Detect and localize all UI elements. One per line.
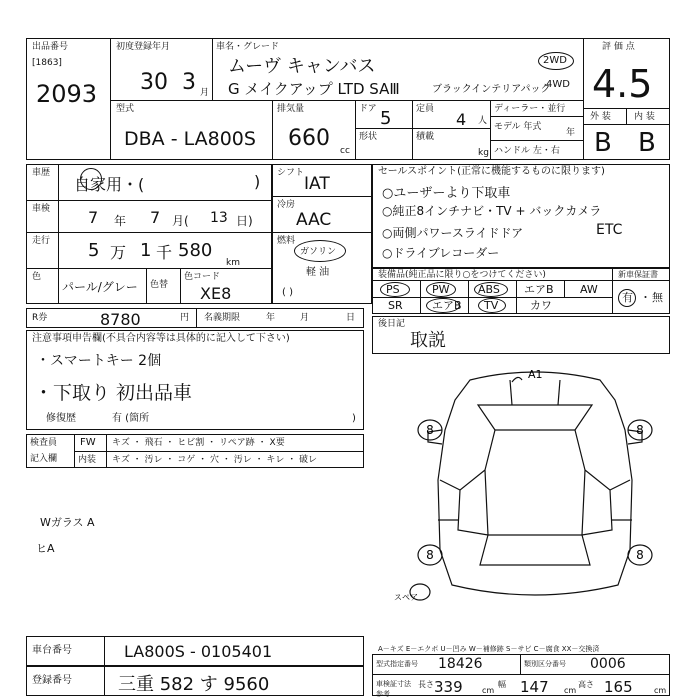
model-label: 型式 [116, 104, 135, 114]
equip-aw: AW [580, 283, 598, 296]
color-code-label: 色コード [184, 272, 221, 282]
grade: G メイクアップ LTD SAⅢ [228, 80, 400, 98]
capacity-label: 定員 [416, 104, 435, 114]
remark-2: ヒA [36, 542, 55, 555]
lot-code: [1863] [32, 58, 62, 68]
equip-abs: ABS [478, 283, 500, 296]
int-grade: B [638, 128, 656, 158]
history-label: 車歴 [32, 168, 51, 178]
selling-title: セールスポイント(正常に機能するものに限ります) [378, 166, 605, 177]
height-cm: cm [654, 686, 667, 695]
recycle-label: R券 [32, 313, 48, 323]
shift-label: シフト [277, 168, 305, 178]
mileage-man: 5 [88, 240, 100, 261]
cc-unit: cc [340, 146, 350, 156]
length-value: 339 [434, 678, 463, 696]
width-value: 147 [520, 678, 549, 696]
recycle-yen: 円 [180, 313, 190, 323]
selling-point-4: ○ドライブレコーダー [382, 246, 500, 260]
equip-pw: PW [432, 283, 450, 296]
fuel-gas: ガソリン [300, 247, 337, 257]
repair-label: 修復歴 [46, 413, 76, 424]
color-code: XE8 [200, 284, 232, 303]
doors-label: ドア [359, 104, 377, 114]
notes-title: 注意事項申告欄(不具合内容等は具体的に記入して下さい) [32, 333, 290, 344]
eval-score: 4.5 [592, 62, 653, 106]
warranty-sep: ・ [640, 291, 651, 304]
mileage-sen: 1 [140, 240, 152, 261]
selling-point-3: ○両側パワースライドドア [382, 226, 524, 240]
history-circle [80, 168, 102, 190]
registration-label: 登録番号 [32, 675, 72, 686]
drive-4wd: 4WD [546, 79, 570, 90]
color-label: 色 [32, 272, 42, 282]
sen-unit: 千 [156, 243, 173, 262]
chassis-value: LA800S - 0105401 [124, 642, 273, 661]
load-label: 積載 [416, 132, 435, 142]
height-label: 高さ [578, 680, 594, 689]
doors-value: 5 [380, 108, 392, 129]
reg-month-unit: 月 [200, 88, 210, 98]
drive-2wd: 2WD [543, 55, 567, 66]
fuel-light: 軽 油 [306, 267, 330, 278]
owner-label: 名義期限 [204, 313, 241, 323]
capacity-unit: 人 [478, 116, 488, 126]
lot-number: 2093 [36, 80, 98, 108]
size-label: 車検証寸法 参考 [376, 680, 411, 698]
recycle-value: 8780 [100, 310, 141, 329]
repair-value: 有 (箇所 [112, 413, 150, 424]
history-close: ) [254, 172, 261, 191]
legend: A－キズ E－エクボ U－凹み W－補修跡 S－サビ C－腐食 XX－交換済 [378, 645, 600, 653]
model-year-label: モデル 年式 [494, 122, 542, 132]
reg-label: 初度登録年月 [116, 42, 171, 52]
spare-label: スペア [394, 593, 418, 602]
displacement-label: 排気量 [277, 104, 305, 114]
tire-mark-rl: 8 [426, 548, 434, 562]
color-change-label: 色替 [150, 280, 169, 290]
man-unit: 万 [110, 243, 127, 262]
notes-line-1: ・スマートキー 2個 [36, 353, 162, 369]
length-cm: cm [482, 686, 495, 695]
day-unit: 日) [236, 214, 253, 228]
ac-value: AAC [296, 210, 332, 230]
km-unit: km [226, 258, 240, 268]
year-unit: 年 [114, 214, 127, 228]
ac-label: 冷房 [277, 200, 296, 210]
type-value: 18426 [438, 656, 483, 672]
ext-label: 外 装 [590, 112, 611, 122]
equip-ps: PS [386, 283, 400, 296]
class-value: 0006 [590, 656, 626, 672]
equip-airbag-2: エアB [432, 299, 462, 312]
kg-unit: kg [478, 148, 489, 158]
owner-year: 年 [266, 313, 276, 323]
owner-month: 月 [300, 313, 310, 323]
grade-extra: ブラックインテリアパック [432, 84, 551, 95]
inspect-day: 13 [210, 210, 228, 226]
registration-value: 三重 582 す 9560 [118, 674, 270, 695]
equip-airbag-1: エアB [524, 283, 554, 296]
int-label: 内 装 [634, 112, 655, 122]
model-year-unit: 年 [566, 128, 576, 138]
selling-point-2: ○純正8インチナビ・TV + バックカメラ [382, 204, 602, 218]
type-label: 型式指定番号 [376, 660, 418, 668]
warranty-yes: 有 [622, 291, 633, 304]
car-name: ムーヴ キャンバス [228, 56, 376, 77]
width-label: 幅 [498, 680, 506, 689]
lot-label: 出品番号 [32, 42, 69, 52]
capacity-value: 4 [456, 110, 467, 129]
dealer-label: ディーラー・並行 [494, 104, 566, 114]
shape-label: 形状 [359, 132, 378, 142]
inspector-int-items: キズ ・ 汚レ ・ コゲ ・ 穴 ・ 汚レ ・ キレ ・ 破レ [112, 455, 318, 465]
owner-day: 日 [346, 313, 356, 323]
later-value: 取説 [410, 330, 446, 351]
remark-1: Wガラス A [40, 516, 95, 529]
equipment-title: 装備品(純正品に限り○をつけてください) [378, 270, 546, 280]
front-damage-mark: A1 [528, 368, 543, 381]
mileage-label: 走行 [32, 236, 51, 246]
equip-leather: カワ [530, 299, 552, 312]
mileage-rest: 580 [178, 240, 213, 261]
inspector-ext-items: キズ ・ 飛石 ・ ヒビ割 ・ リペア跡 ・ X要 [112, 438, 285, 448]
tire-mark-fr: 8 [636, 423, 644, 437]
repair-close: ) [352, 413, 356, 424]
selling-point-1: ○ユーザーより下取車 [382, 186, 511, 201]
reg-year: 30 [140, 70, 168, 95]
displacement-value: 660 [288, 126, 330, 151]
fuel-label: 燃料 [277, 236, 296, 246]
shift-value: IAT [304, 174, 330, 194]
width-cm: cm [564, 686, 577, 695]
recycle-block [26, 308, 364, 328]
warranty-label: 新車保証書 [618, 270, 658, 279]
inspect-month: 7 [150, 208, 161, 227]
notes-line-2: ・下取り 初出品車 [34, 382, 193, 404]
inspector-naisou: 内装 [78, 455, 97, 465]
month-unit: 月( [172, 214, 189, 228]
history-value: 自家用・( [74, 175, 145, 194]
ext-grade: B [594, 128, 612, 158]
tire-mark-fl: 8 [426, 423, 434, 437]
chassis-label: 車台番号 [32, 645, 72, 656]
equip-sr: SR [388, 299, 403, 312]
fuel-paren: ( ) [282, 287, 293, 298]
class-label: 類別区分番号 [524, 660, 566, 668]
tire-mark-rr: 8 [636, 548, 644, 562]
eval-label: 評 価 点 [602, 42, 635, 52]
model-value: DBA - LA800S [124, 128, 256, 150]
inspect-year: 7 [88, 208, 99, 227]
handle-label: ハンドル 左・右 [494, 146, 560, 156]
equip-tv: TV [484, 299, 499, 312]
color-value: パール/グレー [62, 280, 138, 294]
inspector-fw: FW [80, 437, 96, 448]
inspect-label: 車検 [32, 204, 51, 214]
selling-etc: ETC [596, 222, 623, 238]
height-value: 165 [604, 678, 633, 696]
later-label: 後日記 [378, 319, 406, 329]
inspector-label-2: 記入欄 [30, 454, 58, 464]
warranty-no: 無 [652, 291, 663, 304]
car-diagram [394, 360, 670, 610]
inspector-label-1: 検査員 [30, 438, 58, 448]
length-label: 長さ [418, 680, 434, 689]
name-label: 車名・グレード [216, 42, 280, 52]
reg-month: 3 [182, 70, 196, 95]
